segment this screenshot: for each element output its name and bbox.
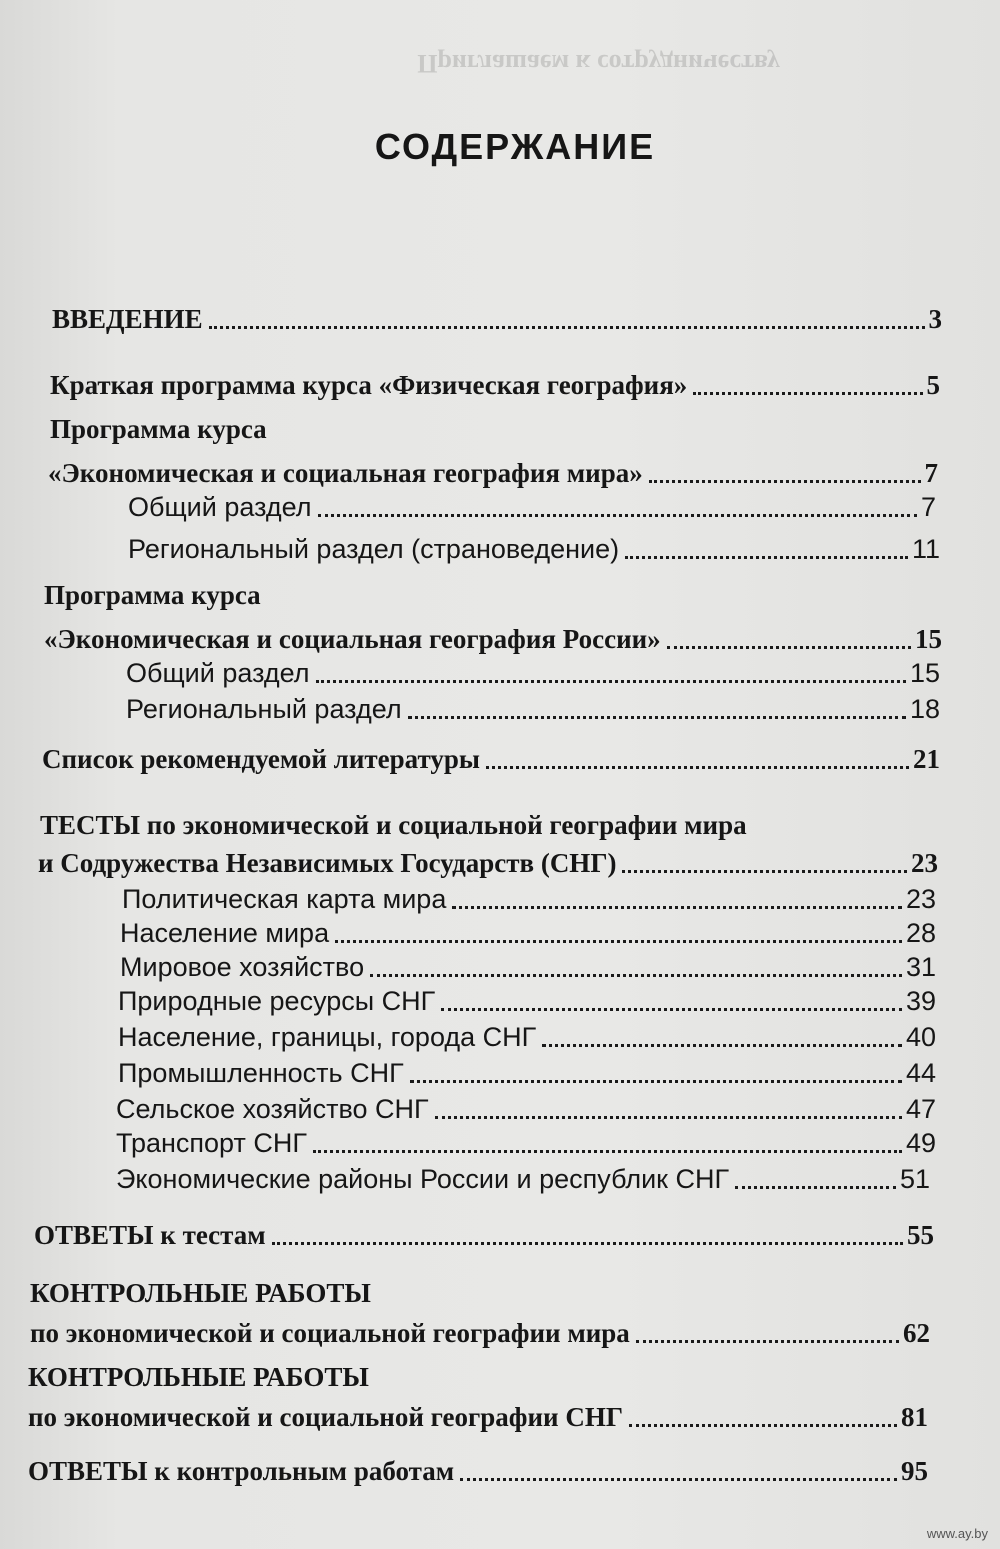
toc-page-number: 62 — [903, 1318, 930, 1348]
toc-page-number: 23 — [911, 848, 938, 878]
toc-page-number: 39 — [905, 986, 936, 1016]
toc-entry-label: Список рекомендуемой литературы — [42, 744, 480, 774]
show-through-text: Приглашаем к сотрудничеству — [417, 49, 780, 78]
toc-subentry — [128, 536, 940, 563]
toc-section-heading: Программа курса — [50, 414, 267, 444]
toc-entry-russia-geography — [44, 626, 942, 653]
toc-page-number: 18 — [909, 694, 940, 724]
toc-leader — [622, 870, 907, 873]
toc-entry-test-answers — [34, 1222, 934, 1249]
toc-leader — [542, 1044, 902, 1047]
toc-leader — [625, 556, 908, 559]
toc-entry-label: «Экономическая и социальная география России» — [44, 624, 661, 654]
toc-entry-label: по экономической и социальной географии СНГ — [28, 1402, 624, 1432]
toc-subentry — [126, 696, 940, 723]
toc-subentry — [118, 1024, 936, 1051]
toc-section-heading: КОНТРОЛЬНЫЕ РАБОТЫ — [30, 1278, 371, 1308]
toc-entry-label: Экономические районы России и республик СНГ — [116, 1164, 730, 1194]
toc-page-number: 55 — [907, 1220, 934, 1250]
toc-page-number: 31 — [905, 952, 936, 982]
toc-subentry — [116, 1130, 936, 1157]
toc-entry-label: ОТВЕТЫ к контрольным работам — [28, 1456, 455, 1486]
toc-entry-literature — [42, 746, 940, 773]
toc-page-number: 7 — [920, 492, 936, 522]
toc-entry-label: Природные ресурсы СНГ — [118, 986, 436, 1016]
page-title: СОДЕРЖАНИЕ — [374, 126, 656, 167]
toc-page-number: 23 — [905, 884, 936, 914]
toc-entry-introduction — [52, 306, 942, 333]
toc-page-number: 51 — [899, 1164, 930, 1194]
toc-page-number: 47 — [905, 1094, 936, 1124]
toc-subentry — [116, 1096, 936, 1123]
toc-page-number: 28 — [905, 918, 936, 948]
toc-leader — [460, 1478, 897, 1481]
toc-leader — [693, 392, 922, 395]
toc-subentry — [116, 1166, 930, 1193]
toc-subentry — [126, 660, 940, 687]
toc-subentry — [120, 954, 936, 981]
toc-section-heading: КОНТРОЛЬНЫЕ РАБОТЫ — [28, 1362, 369, 1392]
toc-leader — [629, 1424, 897, 1427]
toc-entry-label: ОТВЕТЫ к тестам — [34, 1220, 266, 1250]
toc-subentry — [118, 1060, 936, 1087]
toc-entry-control-works-world — [30, 1320, 930, 1347]
toc-entry-label: «Экономическая и социальная география мира» — [48, 458, 643, 488]
toc-subentry — [128, 494, 936, 521]
toc-subentry — [122, 886, 936, 913]
toc-leader — [735, 1186, 896, 1189]
site-watermark: www.ay.by — [926, 1526, 988, 1541]
toc-page-number: 49 — [905, 1128, 936, 1158]
toc-page-number: 3 — [928, 304, 942, 334]
toc-page-number: 81 — [901, 1402, 928, 1432]
toc-entry-label: по экономической и социальной географии мира — [30, 1318, 630, 1348]
toc-leader — [318, 514, 917, 517]
toc-entry-label: Краткая программа курса «Физическая география» — [50, 370, 688, 400]
toc-leader — [313, 1150, 902, 1153]
toc-section-heading: ТЕСТЫ по экономической и социальной географии мира — [40, 810, 747, 840]
toc-leader — [649, 480, 921, 483]
toc-subentry — [118, 988, 936, 1015]
toc-leader — [408, 716, 906, 719]
toc-entry-label: Мировое хозяйство — [120, 952, 365, 982]
toc-leader — [410, 1080, 902, 1083]
toc-page-number: 15 — [909, 658, 940, 688]
toc-entry-control-answers — [28, 1458, 928, 1485]
toc-entry-label: ВВЕДЕНИЕ — [52, 304, 203, 334]
toc-leader — [452, 906, 902, 909]
toc-leader — [316, 680, 906, 683]
toc-subentry — [120, 920, 936, 947]
toc-leader — [335, 940, 902, 943]
toc-leader — [486, 766, 909, 769]
toc-leader — [209, 326, 925, 329]
toc-page-number: 95 — [901, 1456, 928, 1486]
toc-entry-label: Население, границы, города СНГ — [118, 1022, 537, 1052]
toc-entry-label: Транспорт СНГ — [116, 1128, 307, 1158]
toc-entry-label: Региональный раздел — [126, 694, 402, 724]
toc-leader — [272, 1242, 903, 1245]
toc-page-number: 5 — [926, 370, 940, 400]
toc-page-number: 15 — [915, 624, 942, 654]
toc-entry-label: Население мира — [120, 918, 330, 948]
toc-page-number: 44 — [905, 1058, 936, 1088]
toc-page-number: 7 — [924, 458, 938, 488]
toc-entry-label: Региональный раздел (страноведение) — [128, 534, 620, 564]
toc-entry-physical-geography — [50, 372, 940, 399]
toc-page-number: 21 — [913, 744, 940, 774]
toc-entry-label: Политическая карта мира — [122, 884, 447, 914]
toc-entry-label: Промышленность СНГ — [118, 1058, 404, 1088]
toc-leader — [435, 1116, 902, 1119]
toc-page-number: 11 — [911, 534, 940, 564]
toc-entry-label: Общий раздел — [126, 658, 310, 688]
toc-leader — [667, 646, 911, 649]
toc-entry-world-geography — [48, 460, 938, 487]
toc-leader — [441, 1008, 902, 1011]
toc-entry-label: и Содружества Независимых Государств (СНГ) — [38, 848, 617, 878]
toc-leader — [636, 1340, 899, 1343]
toc-section-heading: Программа курса — [44, 580, 261, 610]
toc-leader — [370, 974, 902, 977]
toc-entry-label: Сельское хозяйство СНГ — [116, 1094, 429, 1124]
toc-entry-control-works-cis — [28, 1404, 928, 1431]
toc-entry-tests — [38, 850, 938, 877]
toc-page-number: 40 — [905, 1022, 936, 1052]
toc-entry-label: Общий раздел — [128, 492, 312, 522]
